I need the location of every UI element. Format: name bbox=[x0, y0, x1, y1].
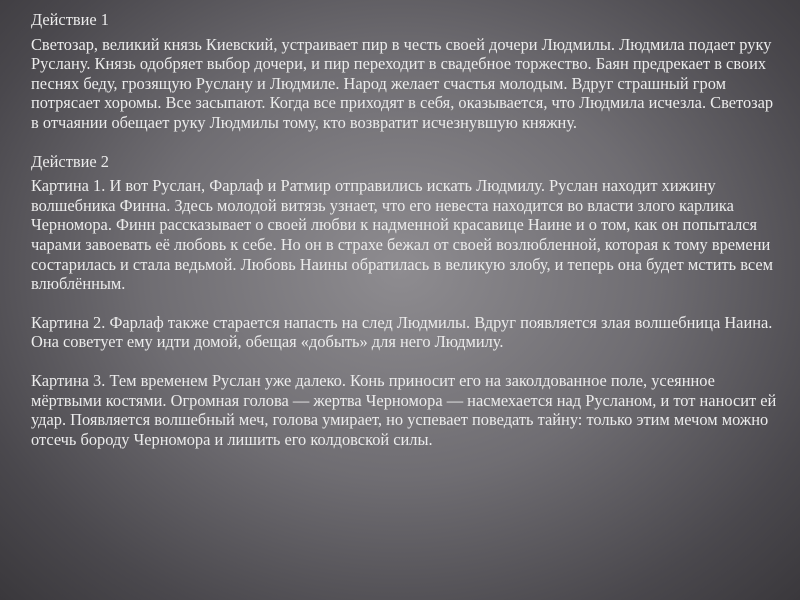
slide-content bbox=[31, 10, 781, 449]
act2-scene1-text: Картина 1. И вот Руслан, Фарлаф и Ратмир отправились искать Людмилу. Руслан находит хижину волшебника Финна. Здесь молодой витязь узнает, что его невеста находится во власти злого карлика Черномора. Финн рассказывает о своей любви к надменной красавице Наине и о том, как он попытался чарами завоевать её любовь к себе. Но он в страхе бежал от своей возлюбленной, которая к тому времени состарилась и стала ведьмой. Любовь Наины обратилась в великую злобу, и теперь она будет мстить всем влюблённым. bbox=[31, 176, 773, 294]
spacer bbox=[31, 352, 781, 371]
act2-scene2-text: Картина 2. Фарлаф также старается напасть на след Людмилы. Вдруг появляется злая волшебница Наина. Она советует ему идти домой, обещая «добыть» для него Людмилу. bbox=[31, 312, 773, 352]
spacer bbox=[31, 294, 781, 313]
act2-scene3-text: Картина 3. Тем временем Руслан уже далеко. Конь приносит его на заколдованное поле, усеянное мёртвыми костями. Огромная голова — жертва Черномора — насмехается над Русланом, и тот наносит ей удар. Появляется волшебный меч, голова умирает, но успевает поведать тайну: только этим мечом можно отсечь бороду Черномора и лишить его колдовской силы. bbox=[31, 370, 777, 449]
act1-heading: Действие 1 bbox=[31, 10, 109, 29]
spacer bbox=[31, 133, 781, 152]
act1-text: Светозар, великий князь Киевский, устраивает пир в честь своей дочери Людмилы. Людмила подает руку Руслану. Князь одобряет выбор дочери, и пир переходит в свадебное торжество. Баян предрекает в своих песнях беду, грозящую Руслану и Людмиле. Народ желает счастья молодым. Вдруг страшный гром потрясает хоромы. Все засыпают. Когда все приходят в себя, оказывается, что Людмила исчезла. Светозар в отчаянии обещает руку Людмилы тому, кто возвратит исчезнувшую княжну. bbox=[31, 34, 774, 132]
act2-heading: Действие 2 bbox=[31, 151, 109, 171]
